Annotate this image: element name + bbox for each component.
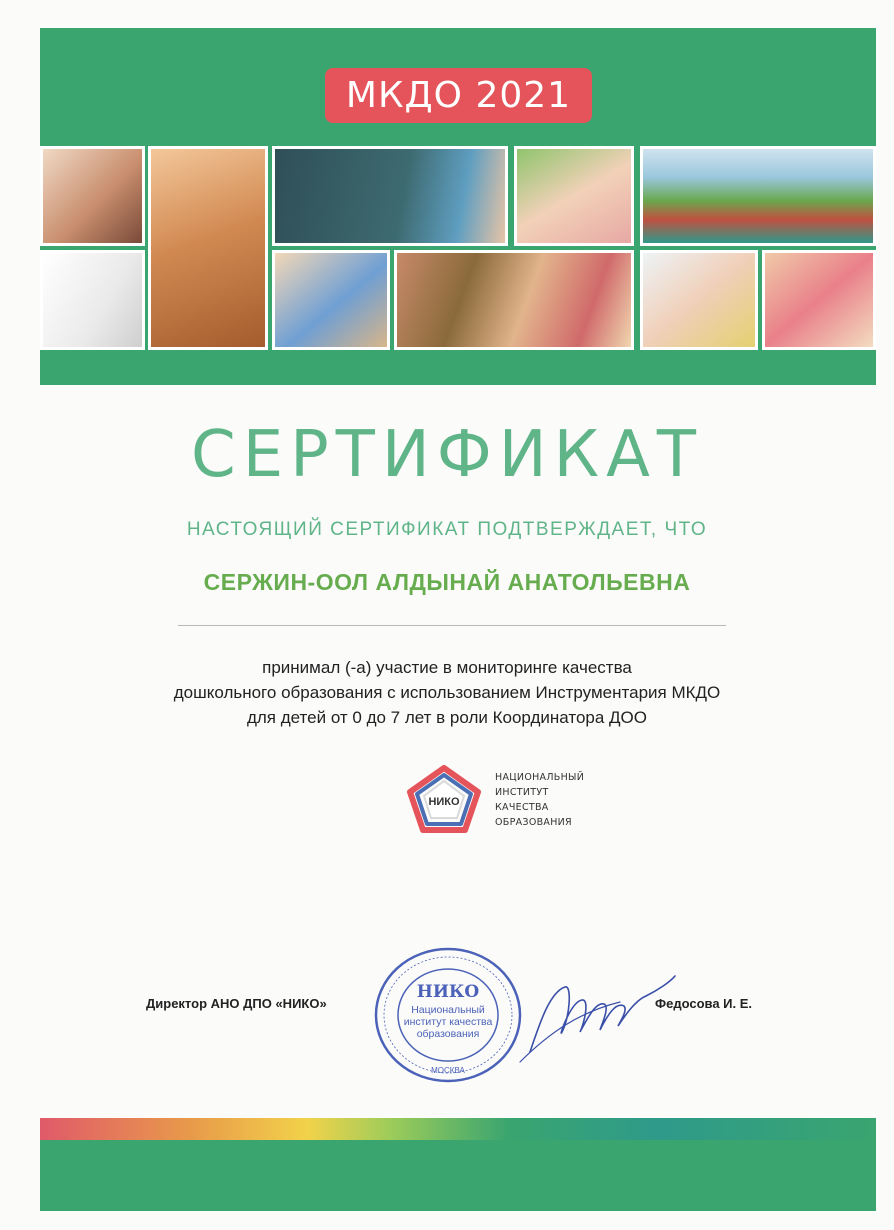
niko-logo-icon (406, 765, 482, 833)
documents-photo (40, 250, 145, 350)
org-name-line: КАЧЕСТВА (495, 802, 549, 813)
toddler-playing-photo (272, 250, 390, 350)
recipient-name: СЕРЖИН-ООЛ АЛДЫНАЙ АНАТОЛЬЕВНА (203, 569, 691, 595)
footer-spectrum-stripe (40, 1118, 876, 1140)
stamp-line: образования (416, 1028, 480, 1040)
teacher-with-children-photo (394, 250, 634, 350)
stamp-title: НИКО (416, 982, 480, 1002)
mkdo-badge: МКДО 2021 (325, 68, 592, 123)
body-line: дошкольного образования с использованием Инструментария МКДО (173, 683, 721, 702)
handwritten-signature (510, 962, 680, 1072)
name-underline (178, 625, 726, 626)
official-stamp (372, 945, 524, 1085)
body-line: принимал (-а) участие в мониторинге качества (262, 658, 632, 677)
stamp-city: МОСКВА (431, 1066, 465, 1075)
signatory-name: Федосова И. Е. (655, 996, 753, 1011)
children-at-table-photo (640, 250, 758, 350)
group-of-children-photo (762, 250, 876, 350)
toddler-on-wooden-stairs-photo (148, 146, 268, 350)
org-name-line: НАЦИОНАЛЬНЫЙ (495, 772, 585, 783)
body-line: для детей от 0 до 7 лет в роли Координатора ДОО (246, 708, 648, 727)
playground-pavilion-photo (640, 146, 876, 246)
certificate-body (0, 655, 894, 730)
organization-name (495, 770, 584, 830)
org-name-line: ОБРАЗОВАНИЯ (495, 817, 572, 828)
child-drawing-on-chalkboard-photo (272, 146, 508, 246)
org-name-line: ИНСТИТУТ (495, 787, 549, 798)
director-title: Директор АНО ДПО «НИКО» (146, 996, 327, 1011)
logo-text: НИКО (428, 796, 460, 808)
stamp-line: Национальный (411, 1004, 485, 1016)
children-with-teacher-photo (40, 146, 145, 246)
certificate-subtitle: НАСТОЯЩИЙ СЕРТИФИКАТ ПОДТВЕРЖДАЕТ, ЧТО (186, 519, 708, 540)
certificate-title: СЕРТИФИКАТ (191, 418, 703, 492)
stamp-line: институт качества (403, 1016, 493, 1028)
smiling-child-outdoors-photo (514, 146, 634, 246)
